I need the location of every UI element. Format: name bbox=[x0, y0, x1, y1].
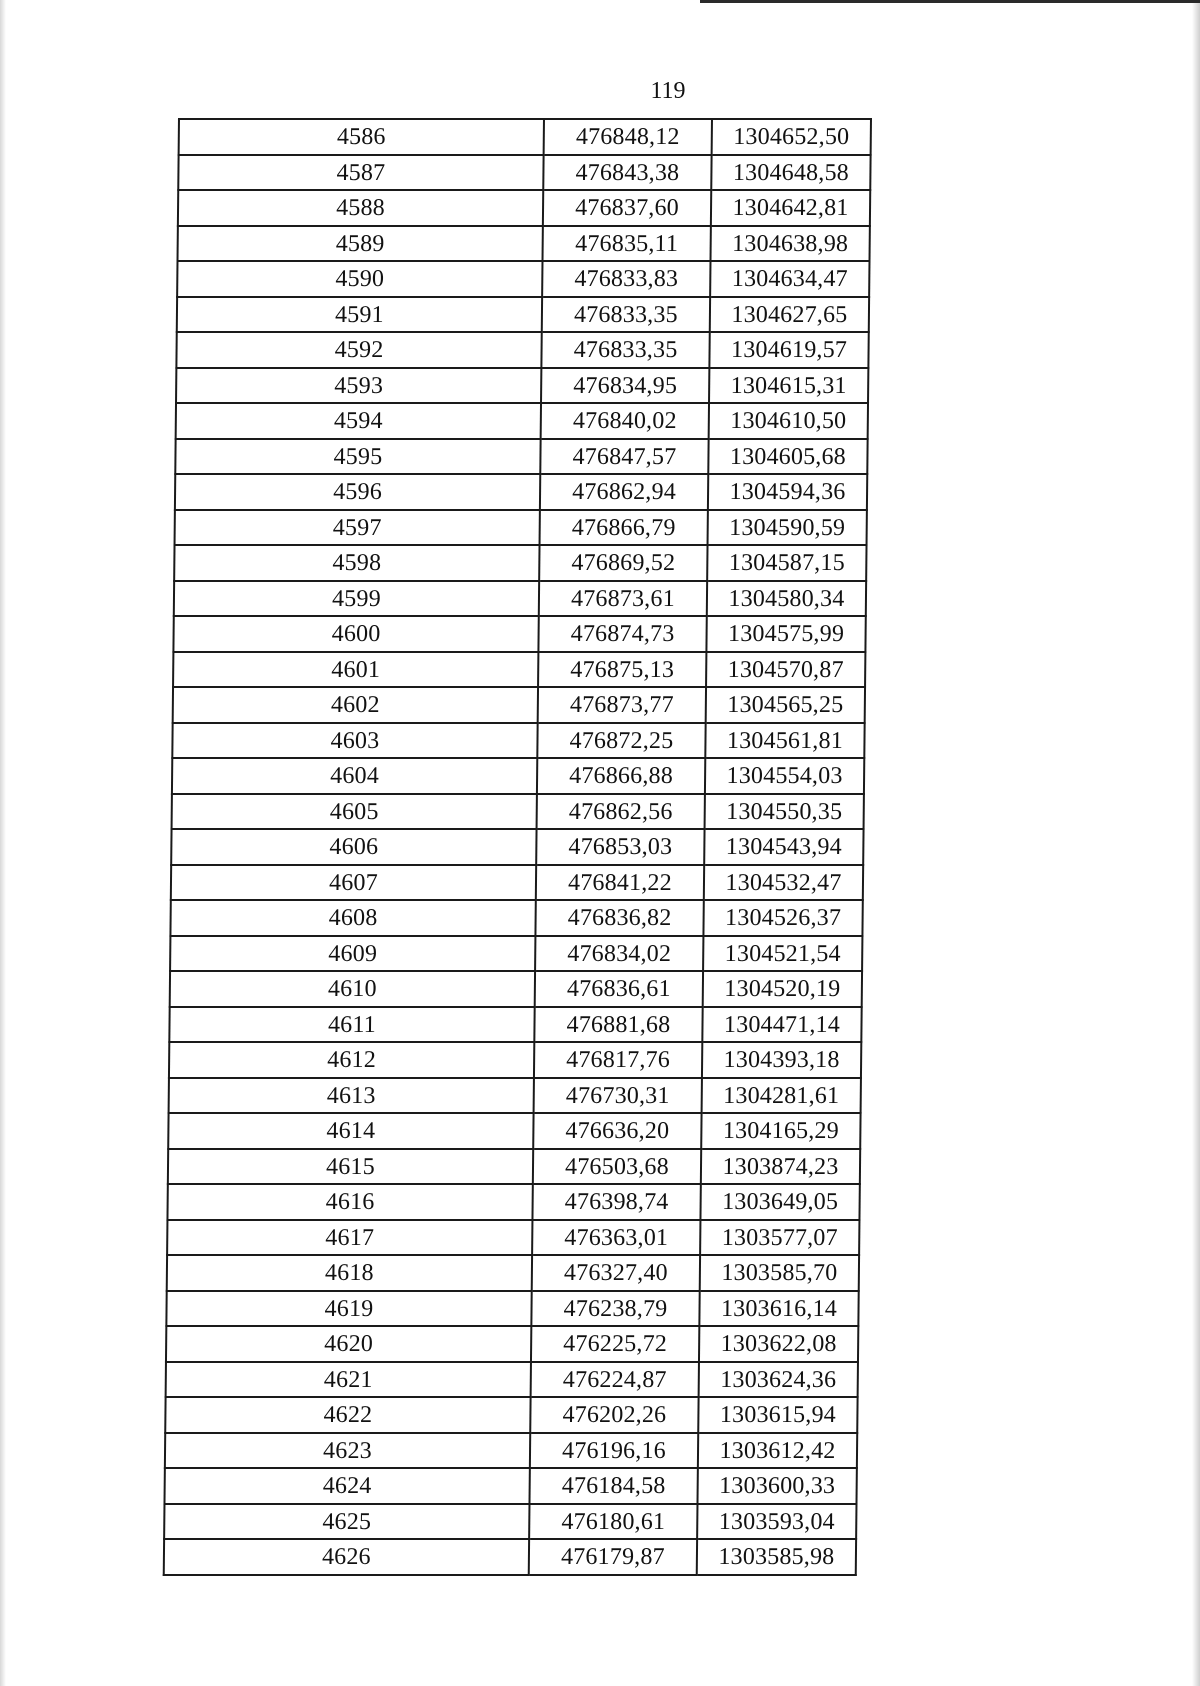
x-coordinate-cell: 476730,31 bbox=[534, 1078, 702, 1113]
point-number-cell: 4593 bbox=[176, 368, 541, 403]
point-number-cell: 4592 bbox=[176, 332, 541, 368]
y-coordinate-cell: 1304594,36 bbox=[708, 474, 867, 510]
point-number-cell: 4610 bbox=[170, 971, 535, 1007]
point-number-cell: 4622 bbox=[165, 1397, 530, 1433]
x-coordinate-cell: 476327,40 bbox=[532, 1255, 700, 1291]
table-row bbox=[171, 865, 863, 900]
table-row bbox=[167, 1184, 859, 1220]
y-coordinate-cell: 1303585,98 bbox=[697, 1539, 856, 1575]
point-number-cell: 4611 bbox=[169, 1007, 534, 1042]
point-number-cell: 4613 bbox=[169, 1078, 534, 1113]
point-number-cell: 4601 bbox=[173, 652, 538, 687]
point-number-cell: 4596 bbox=[175, 474, 540, 510]
table-row bbox=[175, 439, 867, 474]
x-coordinate-cell: 476869,52 bbox=[539, 545, 707, 581]
y-coordinate-cell: 1304615,31 bbox=[709, 368, 868, 403]
point-number-cell: 4598 bbox=[174, 545, 539, 581]
y-coordinate-cell: 1304281,61 bbox=[702, 1078, 861, 1113]
table-row bbox=[170, 971, 862, 1007]
table-row bbox=[167, 1255, 859, 1291]
y-coordinate-cell: 1304605,68 bbox=[708, 439, 867, 474]
top-rule-line bbox=[700, 0, 1200, 3]
y-coordinate-cell: 1304526,37 bbox=[703, 900, 862, 936]
table-row bbox=[178, 190, 870, 226]
x-coordinate-cell: 476202,26 bbox=[530, 1397, 698, 1433]
x-coordinate-cell: 476363,01 bbox=[532, 1220, 700, 1255]
x-coordinate-cell: 476836,61 bbox=[535, 971, 703, 1007]
point-number-cell: 4588 bbox=[178, 190, 543, 226]
x-coordinate-cell: 476196,16 bbox=[530, 1433, 698, 1468]
table-row bbox=[170, 936, 862, 971]
point-number-cell: 4616 bbox=[167, 1184, 532, 1220]
point-number-cell: 4625 bbox=[164, 1504, 529, 1539]
x-coordinate-cell: 476866,88 bbox=[537, 758, 705, 794]
table-row bbox=[179, 119, 871, 155]
y-coordinate-cell: 1303600,33 bbox=[697, 1468, 856, 1504]
y-coordinate-cell: 1303624,36 bbox=[699, 1362, 858, 1397]
point-number-cell: 4595 bbox=[175, 439, 540, 474]
table-row bbox=[169, 1007, 861, 1042]
scan-edge-left bbox=[0, 0, 6, 1686]
table-row bbox=[165, 1397, 857, 1433]
point-number-cell: 4591 bbox=[177, 297, 542, 332]
point-number-cell: 4609 bbox=[170, 936, 535, 971]
table-row bbox=[175, 510, 867, 545]
point-number-cell: 4608 bbox=[170, 900, 535, 936]
y-coordinate-cell: 1304634,47 bbox=[710, 261, 869, 297]
x-coordinate-cell: 476873,77 bbox=[538, 687, 706, 723]
y-coordinate-cell: 1303649,05 bbox=[700, 1184, 859, 1220]
x-coordinate-cell: 476872,25 bbox=[537, 723, 705, 758]
x-coordinate-cell: 476224,87 bbox=[531, 1362, 699, 1397]
y-coordinate-cell: 1304652,50 bbox=[712, 119, 871, 155]
table-row bbox=[175, 474, 867, 510]
x-coordinate-cell: 476398,74 bbox=[532, 1184, 700, 1220]
y-coordinate-cell: 1304638,98 bbox=[711, 226, 870, 261]
x-coordinate-cell: 476848,12 bbox=[544, 119, 712, 155]
x-coordinate-cell: 476238,79 bbox=[531, 1291, 699, 1326]
x-coordinate-cell: 476862,94 bbox=[540, 474, 708, 510]
table-row bbox=[173, 616, 865, 652]
point-number-cell: 4587 bbox=[178, 155, 543, 190]
y-coordinate-cell: 1303577,07 bbox=[700, 1220, 859, 1255]
coordinates-table-body bbox=[164, 119, 871, 1575]
y-coordinate-cell: 1303585,70 bbox=[700, 1255, 859, 1291]
y-coordinate-cell: 1304565,25 bbox=[706, 687, 865, 723]
x-coordinate-cell: 476862,56 bbox=[537, 794, 705, 829]
table-row bbox=[176, 368, 868, 403]
x-coordinate-cell: 476841,22 bbox=[536, 865, 704, 900]
y-coordinate-cell: 1304550,35 bbox=[705, 794, 864, 829]
table-row bbox=[173, 652, 865, 687]
point-number-cell: 4617 bbox=[167, 1220, 532, 1255]
table-row bbox=[166, 1362, 858, 1397]
table-row bbox=[169, 1042, 861, 1078]
table-row bbox=[170, 900, 862, 936]
point-number-cell: 4597 bbox=[175, 510, 540, 545]
point-number-cell: 4618 bbox=[167, 1255, 532, 1291]
table-row bbox=[164, 1504, 856, 1539]
x-coordinate-cell: 476875,13 bbox=[538, 652, 706, 687]
x-coordinate-cell: 476834,95 bbox=[541, 368, 709, 403]
table-row bbox=[178, 226, 870, 261]
y-coordinate-cell: 1304627,65 bbox=[710, 297, 869, 332]
y-coordinate-cell: 1304521,54 bbox=[703, 936, 862, 971]
y-coordinate-cell: 1304648,58 bbox=[711, 155, 870, 190]
y-coordinate-cell: 1304570,87 bbox=[706, 652, 865, 687]
table-row bbox=[165, 1433, 857, 1468]
point-number-cell: 4619 bbox=[166, 1291, 531, 1326]
table-row bbox=[166, 1326, 858, 1362]
y-coordinate-cell: 1304543,94 bbox=[704, 829, 863, 865]
table-row bbox=[167, 1220, 859, 1255]
y-coordinate-cell: 1304619,57 bbox=[709, 332, 868, 368]
y-coordinate-cell: 1304561,81 bbox=[705, 723, 864, 758]
point-number-cell: 4586 bbox=[179, 119, 544, 155]
y-coordinate-cell: 1303612,42 bbox=[698, 1433, 857, 1468]
table-row bbox=[176, 403, 868, 439]
table-row bbox=[169, 1078, 861, 1113]
table-row bbox=[172, 758, 864, 794]
table-row bbox=[168, 1149, 860, 1184]
table-row bbox=[173, 687, 865, 723]
point-number-cell: 4620 bbox=[166, 1326, 531, 1362]
table-row bbox=[177, 261, 869, 297]
scan-edge-right bbox=[1192, 0, 1200, 1686]
x-coordinate-cell: 476873,61 bbox=[539, 581, 707, 616]
y-coordinate-cell: 1303622,08 bbox=[699, 1326, 858, 1362]
table-row bbox=[177, 297, 869, 332]
y-coordinate-cell: 1304575,99 bbox=[706, 616, 865, 652]
point-number-cell: 4602 bbox=[173, 687, 538, 723]
x-coordinate-cell: 476836,82 bbox=[535, 900, 703, 936]
table-row bbox=[166, 1291, 858, 1326]
x-coordinate-cell: 476853,03 bbox=[536, 829, 704, 865]
y-coordinate-cell: 1304642,81 bbox=[711, 190, 870, 226]
table-row bbox=[171, 829, 863, 865]
point-number-cell: 4604 bbox=[172, 758, 537, 794]
x-coordinate-cell: 476881,68 bbox=[534, 1007, 702, 1042]
x-coordinate-cell: 476847,57 bbox=[540, 439, 708, 474]
x-coordinate-cell: 476840,02 bbox=[541, 403, 709, 439]
point-number-cell: 4590 bbox=[177, 261, 542, 297]
x-coordinate-cell: 476636,20 bbox=[533, 1113, 701, 1149]
point-number-cell: 4621 bbox=[166, 1362, 531, 1397]
point-number-cell: 4606 bbox=[171, 829, 536, 865]
y-coordinate-cell: 1304471,14 bbox=[702, 1007, 861, 1042]
point-number-cell: 4605 bbox=[172, 794, 537, 829]
x-coordinate-cell: 476503,68 bbox=[533, 1149, 701, 1184]
x-coordinate-cell: 476874,73 bbox=[538, 616, 706, 652]
y-coordinate-cell: 1304393,18 bbox=[702, 1042, 861, 1078]
y-coordinate-cell: 1304165,29 bbox=[701, 1113, 860, 1149]
table-row bbox=[164, 1539, 856, 1575]
y-coordinate-cell: 1304554,03 bbox=[705, 758, 864, 794]
point-number-cell: 4594 bbox=[176, 403, 541, 439]
y-coordinate-cell: 1304590,59 bbox=[708, 510, 867, 545]
point-number-cell: 4589 bbox=[178, 226, 543, 261]
y-coordinate-cell: 1303616,14 bbox=[699, 1291, 858, 1326]
point-number-cell: 4626 bbox=[164, 1539, 529, 1575]
x-coordinate-cell: 476833,83 bbox=[542, 261, 710, 297]
x-coordinate-cell: 476184,58 bbox=[529, 1468, 697, 1504]
point-number-cell: 4614 bbox=[168, 1113, 533, 1149]
x-coordinate-cell: 476833,35 bbox=[541, 332, 709, 368]
point-number-cell: 4600 bbox=[173, 616, 538, 652]
y-coordinate-cell: 1304532,47 bbox=[704, 865, 863, 900]
x-coordinate-cell: 476833,35 bbox=[542, 297, 710, 332]
table-row bbox=[172, 794, 864, 829]
y-coordinate-cell: 1304520,19 bbox=[703, 971, 862, 1007]
point-number-cell: 4612 bbox=[169, 1042, 534, 1078]
point-number-cell: 4623 bbox=[165, 1433, 530, 1468]
y-coordinate-cell: 1304580,34 bbox=[707, 581, 866, 616]
x-coordinate-cell: 476835,11 bbox=[543, 226, 711, 261]
table-row bbox=[172, 723, 864, 758]
x-coordinate-cell: 476817,76 bbox=[534, 1042, 702, 1078]
point-number-cell: 4607 bbox=[171, 865, 536, 900]
table-row bbox=[176, 332, 868, 368]
y-coordinate-cell: 1303615,94 bbox=[698, 1397, 857, 1433]
table-row bbox=[174, 581, 866, 616]
page-number: 119 bbox=[650, 78, 686, 104]
point-number-cell: 4624 bbox=[164, 1468, 529, 1504]
x-coordinate-cell: 476180,61 bbox=[529, 1504, 697, 1539]
x-coordinate-cell: 476225,72 bbox=[531, 1326, 699, 1362]
y-coordinate-cell: 1304610,50 bbox=[709, 403, 868, 439]
y-coordinate-cell: 1304587,15 bbox=[707, 545, 866, 581]
x-coordinate-cell: 476179,87 bbox=[529, 1539, 697, 1575]
x-coordinate-cell: 476837,60 bbox=[543, 190, 711, 226]
point-number-cell: 4603 bbox=[172, 723, 537, 758]
table-row bbox=[178, 155, 870, 190]
table-row bbox=[174, 545, 866, 581]
point-number-cell: 4615 bbox=[168, 1149, 533, 1184]
y-coordinate-cell: 1303593,04 bbox=[697, 1504, 856, 1539]
table-row bbox=[168, 1113, 860, 1149]
coordinates-table-container bbox=[163, 118, 870, 1576]
y-coordinate-cell: 1303874,23 bbox=[701, 1149, 860, 1184]
coordinates-table bbox=[163, 118, 872, 1576]
point-number-cell: 4599 bbox=[174, 581, 539, 616]
x-coordinate-cell: 476843,38 bbox=[543, 155, 711, 190]
table-row bbox=[164, 1468, 856, 1504]
x-coordinate-cell: 476834,02 bbox=[535, 936, 703, 971]
x-coordinate-cell: 476866,79 bbox=[540, 510, 708, 545]
